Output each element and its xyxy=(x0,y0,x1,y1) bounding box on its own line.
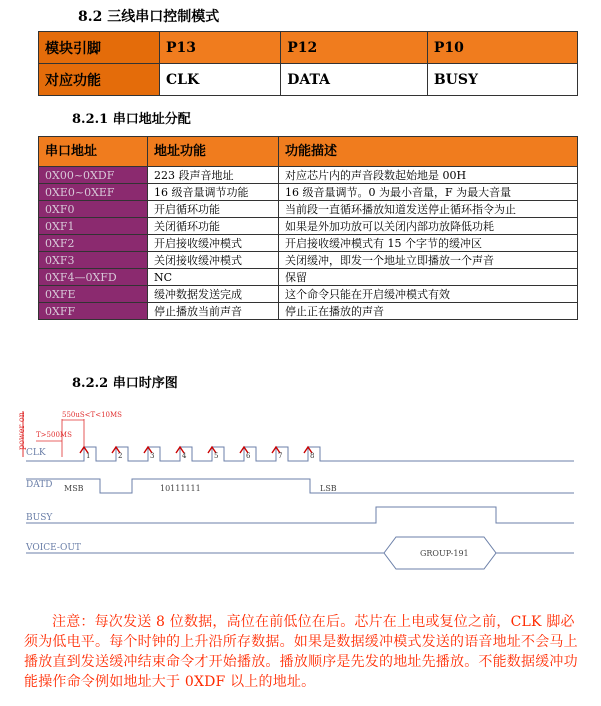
description-cell: 开启接收缓冲模式有 15 个字节的缓冲区 xyxy=(279,235,578,252)
table-cell: DATA xyxy=(281,64,428,96)
clk-number: 6 xyxy=(246,452,251,460)
address-cell: 0XF2 xyxy=(39,235,148,252)
section-title: 8.2 三线串口控制模式 xyxy=(78,9,220,25)
address-cell: 0XF4—0XFD xyxy=(39,269,148,286)
function-cell: 关闭接收缓冲模式 xyxy=(148,252,279,269)
function-cell: 16 级音量调节功能 xyxy=(148,184,279,201)
header-cell: 功能描述 xyxy=(279,137,578,167)
table-cell: P10 xyxy=(427,32,577,64)
description-cell: 当前段一直循环播放知道发送停止循环指令为止 xyxy=(279,201,578,218)
address-cell: 0XF1 xyxy=(39,218,148,235)
msb-label: MSB xyxy=(64,484,84,493)
busy-waveform xyxy=(26,507,574,523)
table-row xyxy=(39,269,578,286)
pin-table xyxy=(38,31,578,96)
table-row xyxy=(39,218,578,235)
t2-label: T>500MS xyxy=(36,431,72,439)
data-label: DATD xyxy=(26,480,53,490)
power-on-label: power on xyxy=(17,412,26,450)
voice-label: VOICE-OUT xyxy=(26,543,81,553)
description-cell: 对应芯片内的声音段数起始地是 00H xyxy=(279,167,578,184)
table-row xyxy=(39,167,578,184)
subsection-title: 8.2.2 串口时序图 xyxy=(72,376,178,391)
t1-label: 550uS<T<10MS xyxy=(62,411,122,419)
table-row xyxy=(39,201,578,218)
description-cell: 关闭缓冲，即发一个地址立即播放一个声音 xyxy=(279,252,578,269)
note-paragraph: 注意：每次发送 8 位数据，高位在前低位在后。芯片在上电或复位之前，CLK 脚必须为低电平。每个时钟的上升沿所存数据。如果是数据缓冲模式发送的语音地址不会马上播放直到发送缓冲结束命令才开始播放。播放顺序是先发的地址先播放。不能数据缓冲功能操作命令例如地址大于 0XDF 以上的地址。 xyxy=(24,614,578,690)
clk-number: 1 xyxy=(86,452,91,460)
function-cell: 停止播放当前声音 xyxy=(148,303,279,320)
table-row xyxy=(39,235,578,252)
table-cell: P13 xyxy=(160,32,281,64)
clk-line xyxy=(26,447,574,461)
clk-waveform xyxy=(26,447,574,461)
clk-label: CLK xyxy=(26,448,46,458)
clk-number: 2 xyxy=(118,452,123,460)
group-label: GROUP-191 xyxy=(420,549,469,558)
table-cell: 对应功能 xyxy=(39,64,160,96)
function-cell: 缓冲数据发送完成 xyxy=(148,286,279,303)
table-row xyxy=(39,32,578,64)
table-cell: CLK xyxy=(160,64,281,96)
busy-label: BUSY xyxy=(26,513,53,523)
function-cell: 223 段声音地址 xyxy=(148,167,279,184)
address-cell: 0XFE xyxy=(39,286,148,303)
timing-diagram xyxy=(0,395,601,585)
header-cell: 串口地址 xyxy=(39,137,148,167)
table-header-row xyxy=(39,137,578,167)
address-cell: 0XF0 xyxy=(39,201,148,218)
address-cell: 0XF3 xyxy=(39,252,148,269)
function-cell: 开启接收缓冲模式 xyxy=(148,235,279,252)
function-cell: 开启循环功能 xyxy=(148,201,279,218)
data-waveform xyxy=(26,479,574,493)
table-row xyxy=(39,184,578,201)
table-row xyxy=(39,64,578,96)
address-cell: 0XFF xyxy=(39,303,148,320)
clk-number: 7 xyxy=(278,452,283,460)
address-table xyxy=(38,136,578,320)
description-cell: 保留 xyxy=(279,269,578,286)
table-row xyxy=(39,252,578,269)
clk-number: 8 xyxy=(310,452,315,460)
address-cell: 0XE0~0XEF xyxy=(39,184,148,201)
table-row xyxy=(39,303,578,320)
address-cell: 0X00~0XDF xyxy=(39,167,148,184)
table-cell: BUSY xyxy=(427,64,577,96)
header-cell: 地址功能 xyxy=(148,137,279,167)
clk-number: 5 xyxy=(214,452,219,460)
lsb-label: LSB xyxy=(320,484,337,493)
subsection-title: 8.2.1 串口地址分配 xyxy=(72,112,191,127)
clk-number: 3 xyxy=(150,452,155,460)
function-cell: NC xyxy=(148,269,279,286)
description-cell: 如果是外加功放可以关闭内部功放降低功耗 xyxy=(279,218,578,235)
description-cell: 停止正在播放的声音 xyxy=(279,303,578,320)
description-cell: 这个命令只能在开启缓冲模式有效 xyxy=(279,286,578,303)
table-cell: P12 xyxy=(281,32,428,64)
function-cell: 关闭循环功能 xyxy=(148,218,279,235)
clk-number: 4 xyxy=(182,452,187,460)
bits-label: 10111111 xyxy=(160,484,201,493)
description-cell: 16 级音量调节。0 为最小音量，F 为最大音量 xyxy=(279,184,578,201)
table-row xyxy=(39,286,578,303)
table-cell: 模块引脚 xyxy=(39,32,160,64)
